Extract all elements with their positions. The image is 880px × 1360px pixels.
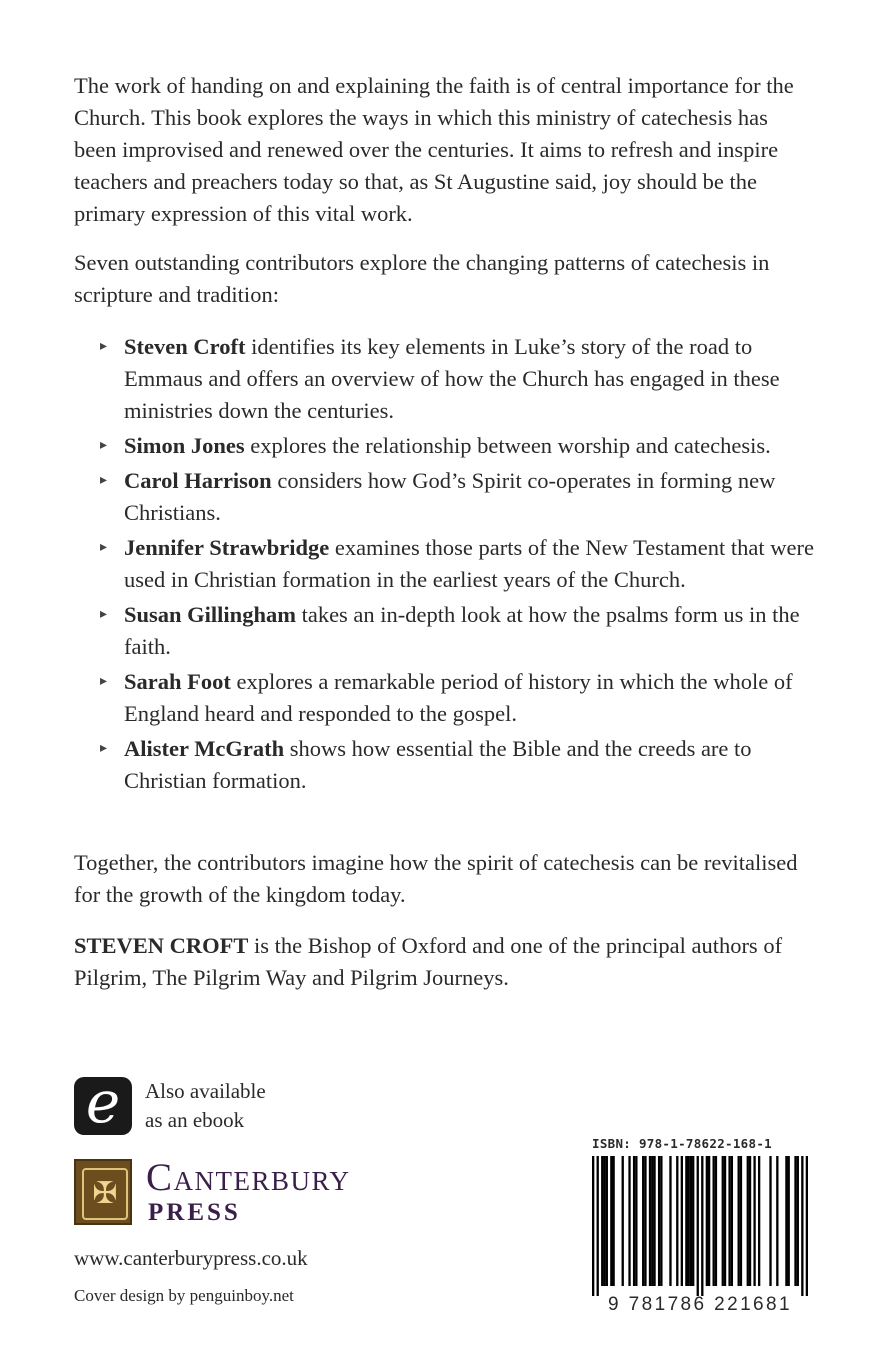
list-item (74, 465, 814, 529)
barcode-bar (697, 1156, 699, 1296)
barcode-bar (731, 1156, 733, 1286)
barcode-bar (644, 1156, 646, 1286)
list-item (74, 599, 814, 663)
barcode-bar (633, 1156, 635, 1286)
list-item (74, 733, 814, 797)
ebook-line-2: as an ebook (145, 1108, 245, 1132)
contributor-description: examines those parts of the New Testament that were used in Christian formation in the earliest years of the Church. (124, 535, 814, 592)
isbn-label: ISBN: 978-1-78622-168-1 (592, 1136, 772, 1151)
barcode-bar (769, 1156, 771, 1286)
bullet-icon: ▸ (100, 674, 108, 689)
publisher-name: Canterbury (146, 1156, 351, 1199)
contributor-name: Alister McGrath (124, 736, 285, 761)
ebook-text (145, 1077, 266, 1135)
barcode-bar (612, 1156, 614, 1286)
ebook-icon-letter: e (85, 1068, 121, 1136)
contributor-name: Simon Jones (124, 433, 245, 458)
author-bio (74, 930, 814, 994)
bullet-icon: ▸ (100, 438, 108, 453)
barcode-bar (753, 1156, 755, 1286)
bullet-icon: ▸ (100, 607, 108, 622)
barcode-bar (776, 1156, 778, 1286)
barcode-bar (715, 1156, 717, 1286)
barcode-bar (728, 1156, 730, 1286)
barcode-bar (660, 1156, 662, 1286)
contributor-name: Carol Harrison (124, 468, 272, 493)
closing-paragraph: Together, the contributors imagine how the spirit of catechesis can be revitalised for the growth of the kingdom today. (74, 850, 798, 907)
contributor-description: explores a remarkable period of history in which the whole of England heard and responded to the gospel. (124, 669, 793, 726)
barcode-bar (642, 1156, 644, 1286)
barcode-bar (722, 1156, 724, 1286)
list-item (74, 331, 814, 427)
ebook-notice (74, 1068, 374, 1139)
publisher-press: PRESS (148, 1199, 241, 1226)
publisher-emblem-icon: ✠ (74, 1159, 132, 1225)
barcode-bar (610, 1156, 612, 1286)
barcode-bar (676, 1156, 678, 1286)
bullet-icon: ▸ (100, 473, 108, 488)
barcode-bar (603, 1156, 605, 1286)
barcode-bar (653, 1156, 655, 1286)
barcode-bar (749, 1156, 751, 1286)
barcode-bar (687, 1156, 689, 1286)
publisher-url[interactable]: www.canterburypress.co.uk (74, 1246, 308, 1270)
barcode-bar (758, 1156, 760, 1286)
barcode-bar (592, 1156, 594, 1296)
barcode-bar (669, 1156, 671, 1286)
barcode-bar (738, 1156, 740, 1286)
barcode-bar (635, 1156, 637, 1286)
list-item (74, 532, 814, 596)
barcode-bar (801, 1156, 803, 1296)
barcode-bar (794, 1156, 796, 1286)
barcode-bar (740, 1156, 742, 1286)
barcode-bar (788, 1156, 790, 1286)
barcode-bar (797, 1156, 799, 1286)
barcode-bar (747, 1156, 749, 1286)
barcode-bar (651, 1156, 653, 1286)
bullet-icon: ▸ (100, 741, 108, 756)
barcode-bar (685, 1156, 687, 1286)
contributors-intro: Seven outstanding contributors explore the changing patterns of catechesis in scripture and tradition: (74, 250, 770, 307)
contributor-description: considers how God’s Spirit co-operates in forming new Christians. (124, 468, 776, 525)
barcode-bar (622, 1156, 624, 1286)
barcode-bar (724, 1156, 726, 1286)
bullet-icon: ▸ (100, 339, 108, 354)
barcode-bar (681, 1156, 683, 1286)
barcode-bar (601, 1156, 603, 1286)
barcode-bar (701, 1156, 703, 1296)
author-bio-text: is the Bishop of Oxford and one of the principal authors of Pilgrim, The Pilgrim Way and Pilgrim Journeys. (74, 933, 783, 990)
barcode-bar (713, 1156, 715, 1286)
barcode-number: 9 781786 221681 (608, 1294, 792, 1315)
publisher-logo (74, 1156, 494, 1229)
contributor-name: Jennifer Strawbridge (124, 535, 330, 560)
barcode-bar (706, 1156, 708, 1286)
barcode-bar (785, 1156, 787, 1286)
contributor-description: shows how essential the Bible and the creeds are to Christian formation. (124, 736, 752, 793)
ebook-line-1: Also available (145, 1079, 266, 1103)
bullet-icon: ▸ (100, 540, 108, 555)
contributor-name: Susan Gillingham (124, 602, 296, 627)
isbn-barcode (592, 1136, 808, 1318)
ebook-icon (74, 1068, 132, 1136)
author-name: STEVEN CROFT (74, 933, 249, 958)
list-item (74, 666, 814, 730)
barcode-bar (692, 1156, 694, 1286)
barcode-bar (690, 1156, 692, 1286)
contributor-name: Steven Croft (124, 334, 246, 359)
intro-paragraph: The work of handing on and explaining the faith is of central importance for the Church. This book explores the ways in which this ministry of catechesis has been improvised and renewed over the centuries. It aims to refresh and inspire teachers and preachers today so that, as St Augustine said, joy should be the primary expression of this vital work. (74, 73, 794, 226)
contributor-description: explores the relationship between worship and catechesis. (244, 433, 771, 458)
barcode-bar (708, 1156, 710, 1286)
contributor-description: takes an in-depth look at how the psalms form us in the faith. (124, 602, 800, 659)
barcode-bar (628, 1156, 630, 1286)
barcode-bar (806, 1156, 808, 1296)
contributor-list (74, 331, 814, 800)
barcode-bars (592, 1156, 808, 1296)
list-item (74, 430, 814, 462)
barcode-bar (606, 1156, 608, 1286)
barcode-bar (658, 1156, 660, 1286)
cover-credit: Cover design by penguinboy.net (74, 1286, 294, 1305)
barcode-bar (597, 1156, 599, 1296)
contributor-description: identifies its key elements in Luke’s story of the road to Emmaus and offers an overview of how the Church has engaged in these ministries down the centuries. (124, 334, 780, 423)
contributor-name: Sarah Foot (124, 669, 231, 694)
barcode-bar (649, 1156, 651, 1286)
